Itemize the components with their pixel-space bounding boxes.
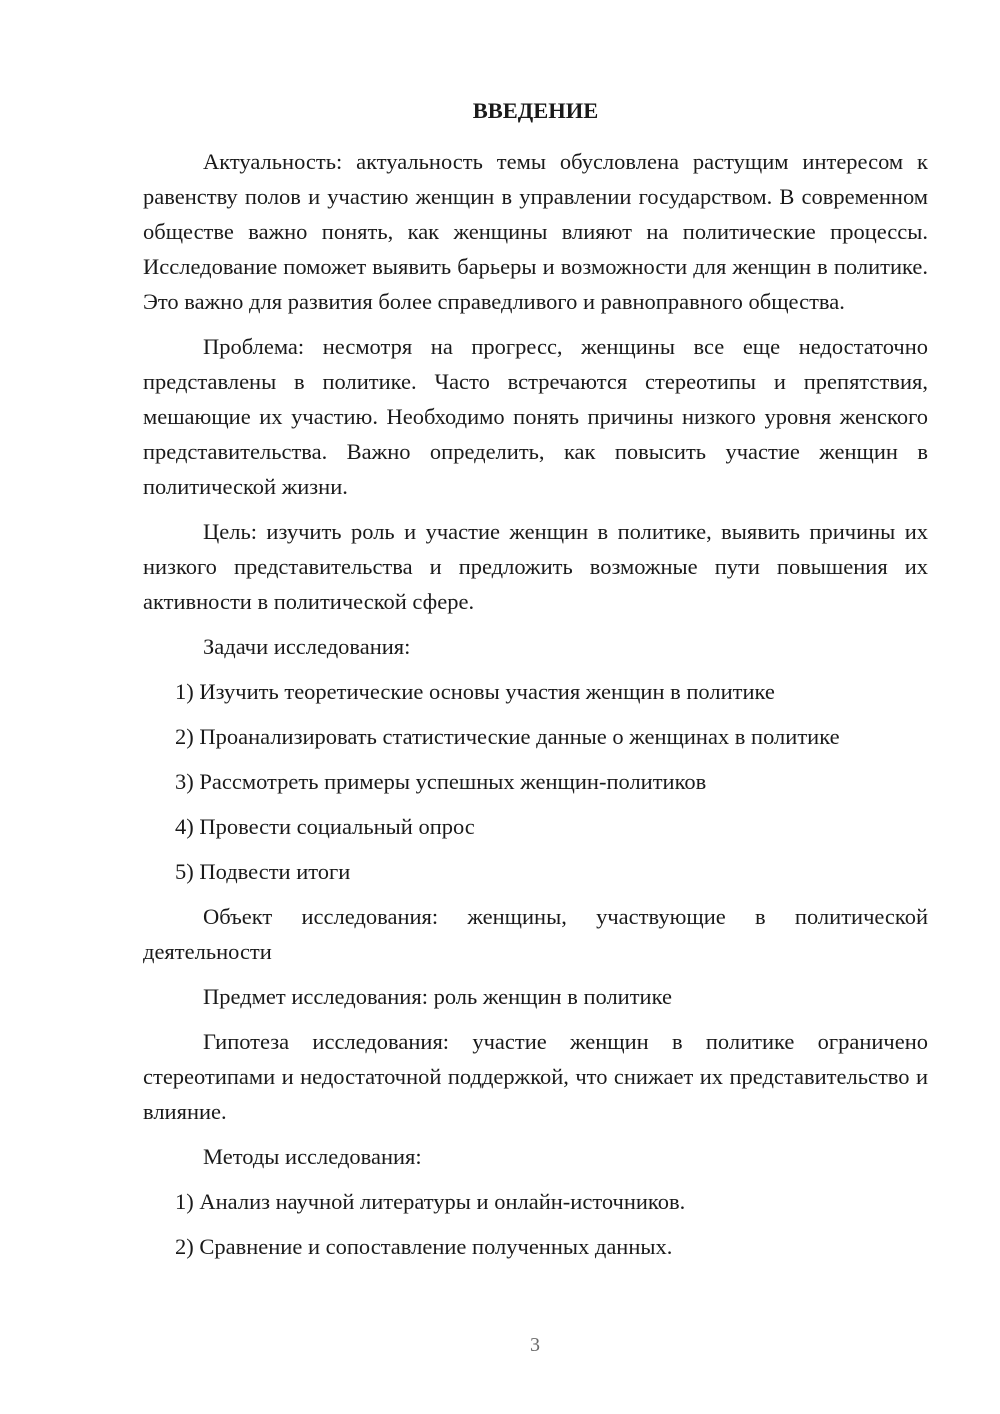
object-paragraph: Объект исследования: женщины, участвующие в политической деятельности — [143, 904, 928, 964]
tasks-heading: Задачи исследования: — [203, 634, 411, 659]
task-item: 4) Провести социальный опрос — [175, 814, 475, 839]
page-number: 3 — [530, 1334, 540, 1356]
hypothesis-paragraph: Гипотеза исследования: участие женщин в политике ограничено стереотипами и недостаточной поддержкой, что снижает их представительство и влияние. — [143, 1029, 928, 1124]
subject-paragraph: Предмет исследования: роль женщин в политике — [203, 984, 672, 1009]
task-item: 5) Подвести итоги — [175, 859, 351, 884]
problem-paragraph: Проблема: несмотря на прогресс, женщины все еще недостаточно представлены в политике. Часто встречаются стереотипы и препятствия, мешающие их участию. Необходимо понять причины низкого уровня женского представительства. Важно определить, как повысить участие женщин в политической жизни. — [143, 334, 928, 499]
task-item: 1) Изучить теоретические основы участия женщин в политике — [175, 679, 775, 704]
task-item: 3) Рассмотреть примеры успешных женщин-политиков — [175, 769, 707, 794]
task-item: 2) Проанализировать статистические данные о женщинах в политике — [175, 724, 840, 749]
section-title: ВВЕДЕНИЕ — [472, 98, 599, 123]
goal-paragraph: Цель: изучить роль и участие женщин в политике, выявить причины их низкого представительства и предложить возможные пути повышения их активности в политической сфере. — [143, 519, 928, 614]
page-content — [143, 96, 928, 1264]
method-item: 1) Анализ научной литературы и онлайн-источников. — [175, 1189, 686, 1214]
relevance-paragraph: Актуальность: актуальность темы обусловлена растущим интересом к равенству полов и участию женщин в управлении государством. В современном обществе важно понять, как женщины влияют на политические процессы. Исследование поможет выявить барьеры и возможности для женщин в политике. Это важно для развития более справедливого и равноправного общества. — [143, 149, 928, 314]
method-item: 2) Сравнение и сопоставление полученных данных. — [175, 1234, 673, 1259]
methods-heading: Методы исследования: — [203, 1144, 422, 1169]
